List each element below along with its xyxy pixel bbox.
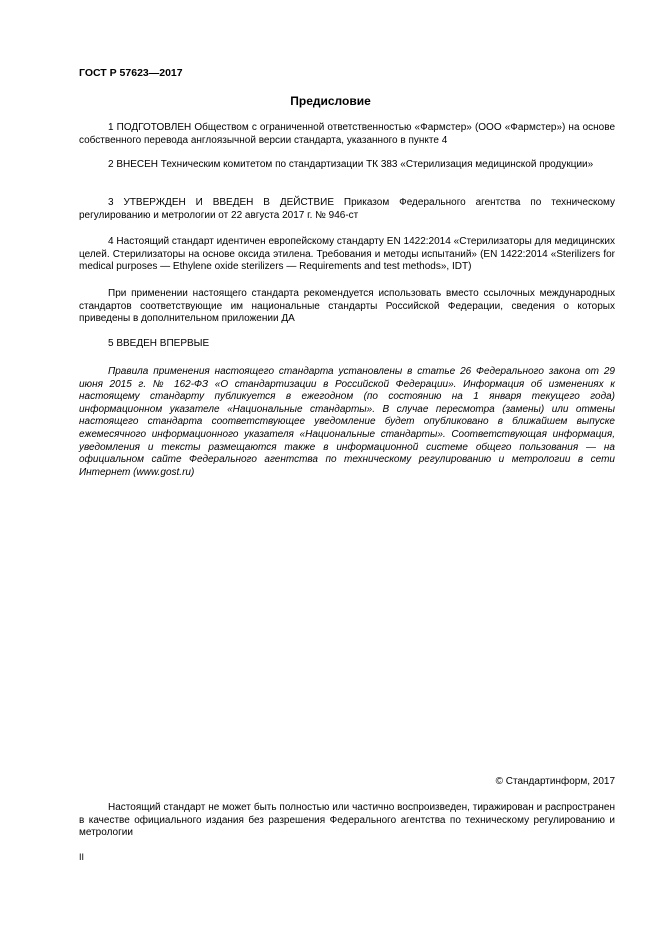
foreword-item-2 — [79, 159, 615, 172]
foreword-item-text: 4 Настоящий стандарт идентичен европейскому стандарту EN 1422:2014 «Стерилизаторы для медицинских целей. Стерилизаторы на основе оксида этилена. Требования и методы испытаний» (EN 1422:2014 «Sterilizers for medical purposes — Ethylene oxide sterilizers — Requirements and test methods», IDT) — [79, 236, 615, 272]
document-code: ГОСТ Р 57623—2017 — [79, 67, 183, 79]
foreword-item-1 — [79, 122, 615, 147]
foreword-item-text: 5 ВВЕДЕН ВПЕРВЫЕ — [108, 338, 210, 349]
copyright: © Стандартинформ, 2017 — [495, 776, 615, 787]
foreword-item-text: При применении настоящего стандарта рекомендуется использовать вместо ссылочных международных стандартов соответствующие им национальные стандарты Российской Федерации, сведения о которых приведены в дополнительном приложении ДА — [79, 288, 615, 324]
application-notice-text: Правила применения настоящего стандарта установлены в статье 26 Федерального закона от 29 июня 2015 г. № 162-ФЗ «О стандартизации в Российской Федерации». Информация об изменениях к настоящему стандарту публикуется в ежегодном (по состоянию на 1 января текущего года) информационном указателе «Национальные стандарты». В случае пересмотра (замены) или отмены настоящего стандарта соответствующее уведомление будет опубликовано в ближайшем выпуске ежемесячного информационного указателя «Национальные стандарты». Соответствующая информация, уведомления и тексты размещаются также в информационной системе общего пользования — на официальном сайте Федерального агентства по техническому регулированию и метрологии в сети Интернет (www.gost.ru) — [79, 366, 615, 478]
application-notice — [79, 366, 615, 479]
reproduction-notice-text: Настоящий стандарт не может быть полностью или частично воспроизведен, тиражирован и распространен в качестве официального издания без разрешения Федерального агентства по техническому регулированию и метрологии — [79, 802, 615, 838]
foreword-item-4-note — [79, 288, 615, 326]
foreword-item-5 — [79, 338, 615, 351]
reproduction-notice — [79, 802, 615, 840]
foreword-item-text: 1 ПОДГОТОВЛЕН Обществом с ограниченной ответственностью «Фармстер» (ООО «Фармстер») на основе собственного перевода англоязычной версии стандарта, указанного в пункте 4 — [79, 122, 615, 146]
foreword-item-3 — [79, 197, 615, 222]
foreword-item-4 — [79, 236, 615, 274]
page-number: II — [79, 852, 85, 862]
foreword-item-text: 2 ВНЕСЕН Техническим комитетом по стандартизации ТК 383 «Стерилизация медицинской продукции» — [108, 159, 594, 170]
page-title: Предисловие — [290, 94, 371, 108]
foreword-item-text: 3 УТВЕРЖДЕН И ВВЕДЕН В ДЕЙСТВИЕ Приказом Федерального агентства по техническому регулированию и метрологии от 22 августа 2017 г. № 946-ст — [79, 197, 615, 221]
